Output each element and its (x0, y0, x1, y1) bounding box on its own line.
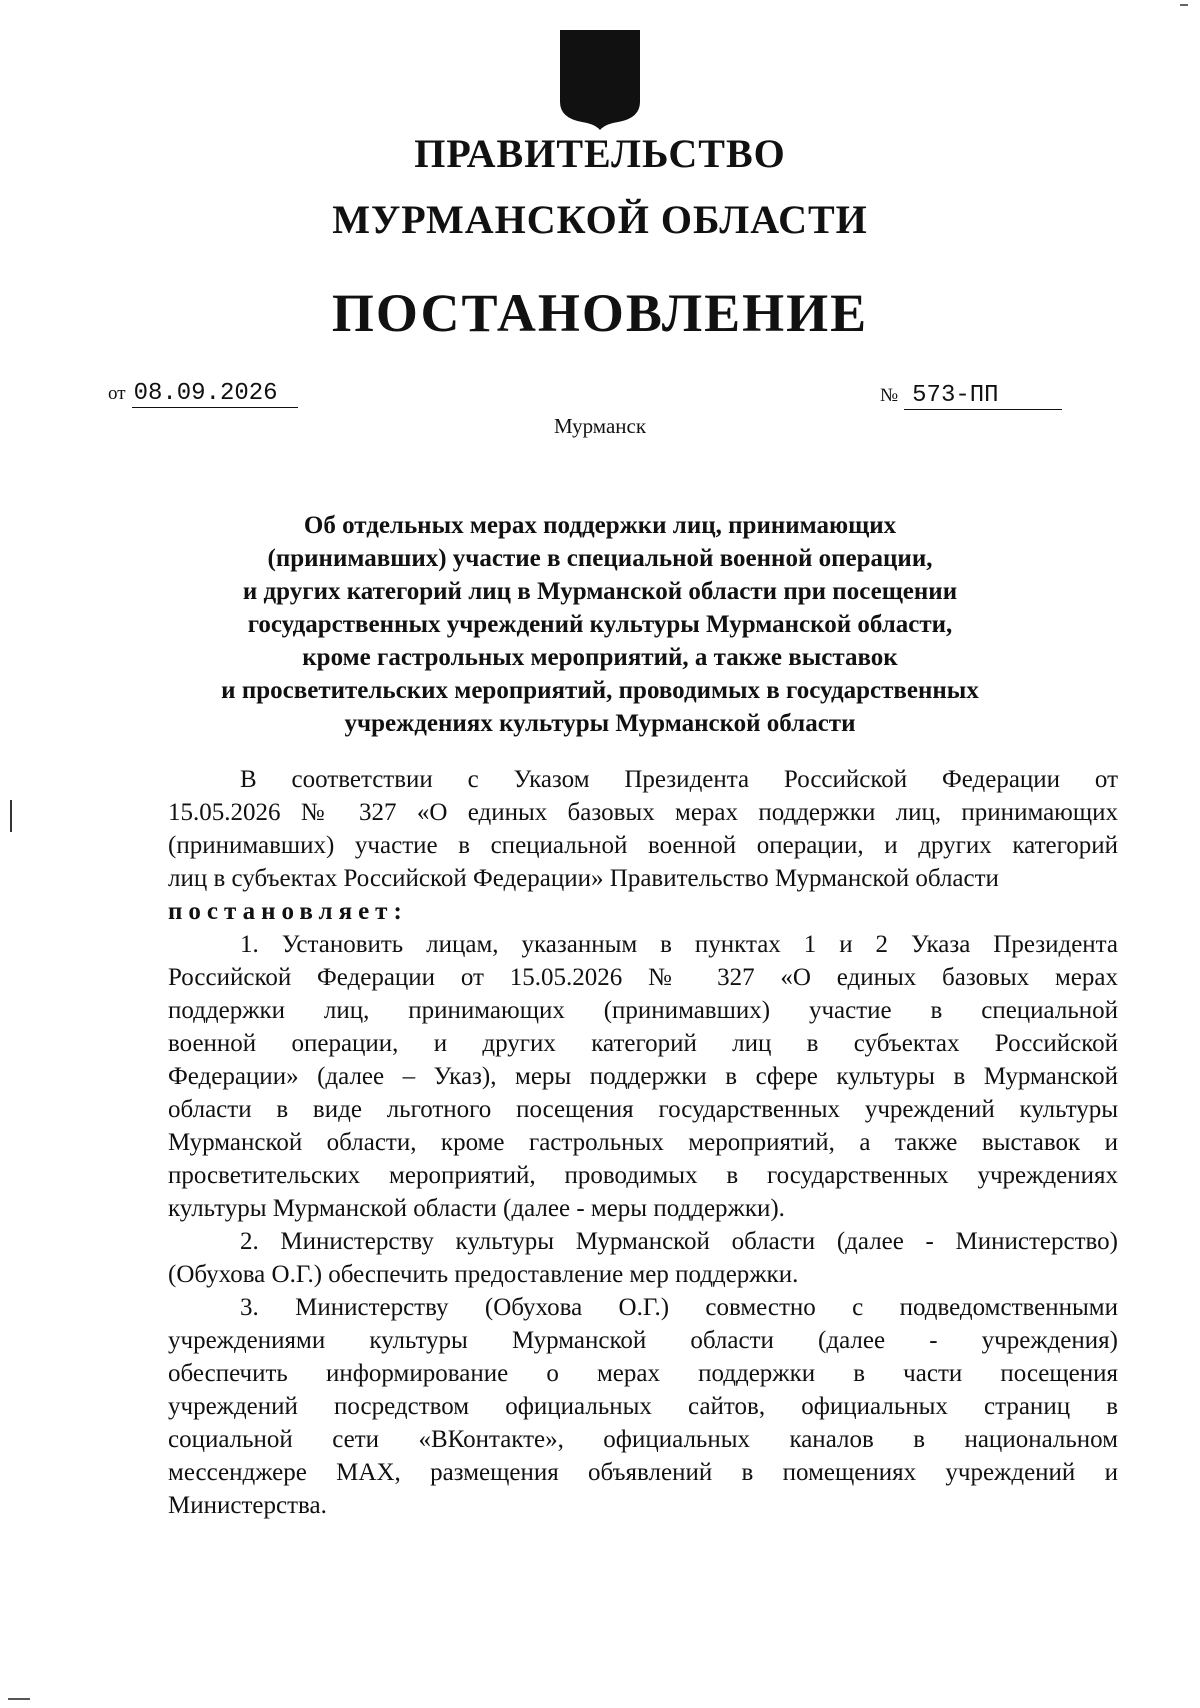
text-line: культуры Мурманской области (далее - меры поддержки). (168, 1195, 785, 1222)
scan-corner-mark (1180, 4, 1188, 6)
text-line: В соответствии с Указом Президента Российской Федерации от (240, 766, 1118, 793)
document-number-row (880, 382, 1062, 410)
text-line: мессенджере MAX, размещения объявлений в помещениях учреждений и (168, 1459, 1118, 1486)
text-line: 2. Министерству культуры Мурманской области (далее - Министерство) (240, 1228, 1118, 1255)
title-line: кроме гастрольных мероприятий, а также выставок (302, 644, 898, 671)
document-type-heading: ПОСТАНОВЛЕНИЕ (331, 283, 869, 343)
title-line: (принимавших) участие в специальной военной операции, (267, 545, 933, 572)
number-prefix: № (880, 385, 899, 406)
government-name-line1: ПРАВИТЕЛЬСТВО (414, 131, 786, 176)
text-line: области в виде льготного посещения государственных учреждений культуры (168, 1096, 1118, 1123)
text-line: Российской Федерации от 15.05.2026 № 327 «О единых базовых мерах (168, 964, 1118, 991)
document-date-row (108, 380, 298, 408)
paragraph-1 (168, 928, 1118, 1225)
text-line: обеспечить информирование о мерах поддержки в части посещения (168, 1360, 1118, 1387)
text-line: Федерации» (далее – Указ), меры поддержки в сфере культуры в Мурманской (168, 1063, 1118, 1090)
text-line: военной операции, и других категорий лиц в субъектах Российской (168, 1030, 1118, 1057)
title-line: и просветительских мероприятий, проводимых в государственных (221, 677, 979, 704)
document-body (168, 763, 1118, 1522)
text-line: социальной сети «ВКонтакте», официальных каналов в национальном (168, 1426, 1118, 1453)
text-line: (принимавших) участие в специальной военной операции, и других категорий (168, 832, 1118, 859)
text-line: Мурманской области, кроме гастрольных мероприятий, а также выставок и (168, 1129, 1118, 1156)
date-prefix: от (108, 383, 126, 404)
text-line: 15.05.2026 № 327 «О единых базовых мерах поддержки лиц, принимающих (168, 799, 1118, 826)
text-line: просветительских мероприятий, проводимых в государственных учреждениях (168, 1162, 1118, 1189)
text-line: лиц в субъектах Российской Федерации» Правительство Мурманской области (168, 865, 999, 892)
document-number: 573-ПП (904, 382, 1062, 410)
document-city: Мурманск (553, 414, 647, 438)
document-date: 08.09.2026 (132, 380, 298, 408)
decree-word: постановляет: (168, 898, 408, 925)
text-line: (Обухова О.Г.) обеспечить предоставление мер поддержки. (168, 1261, 799, 1288)
text-line: учреждениями культуры Мурманской области (далее - учреждения) (168, 1327, 1118, 1354)
text-line: поддержки лиц, принимающих (принимавших) участие в специальной (168, 997, 1118, 1024)
paragraph-3 (168, 1291, 1118, 1522)
text-line: учреждений посредством официальных сайтов, официальных страниц в (168, 1393, 1118, 1420)
paragraph-2 (168, 1225, 1118, 1291)
text-line: 1. Установить лицам, указанным в пунктах 1 и 2 Указа Президента (240, 931, 1118, 958)
government-name-line2: МУРМАНСКОЙ ОБЛАСТИ (332, 197, 868, 242)
title-line: Об отдельных мерах поддержки лиц, принимающих (303, 512, 897, 539)
title-line: и других категорий лиц в Мурманской области при посещении (242, 578, 958, 605)
document-title (150, 509, 1050, 740)
text-line: 3. Министерству (Обухова О.Г.) совместно с подведомственными (240, 1294, 1118, 1321)
preamble-paragraph (168, 763, 1118, 928)
scan-margin-mark (10, 800, 12, 832)
text-line: Министерства. (168, 1492, 327, 1519)
coat-of-arms-emblem-icon (560, 30, 640, 130)
title-line: государственных учреждений культуры Мурманской области, (247, 611, 953, 638)
scan-bottom-mark (8, 1698, 30, 1700)
title-line: учреждениях культуры Мурманской области (344, 710, 856, 737)
